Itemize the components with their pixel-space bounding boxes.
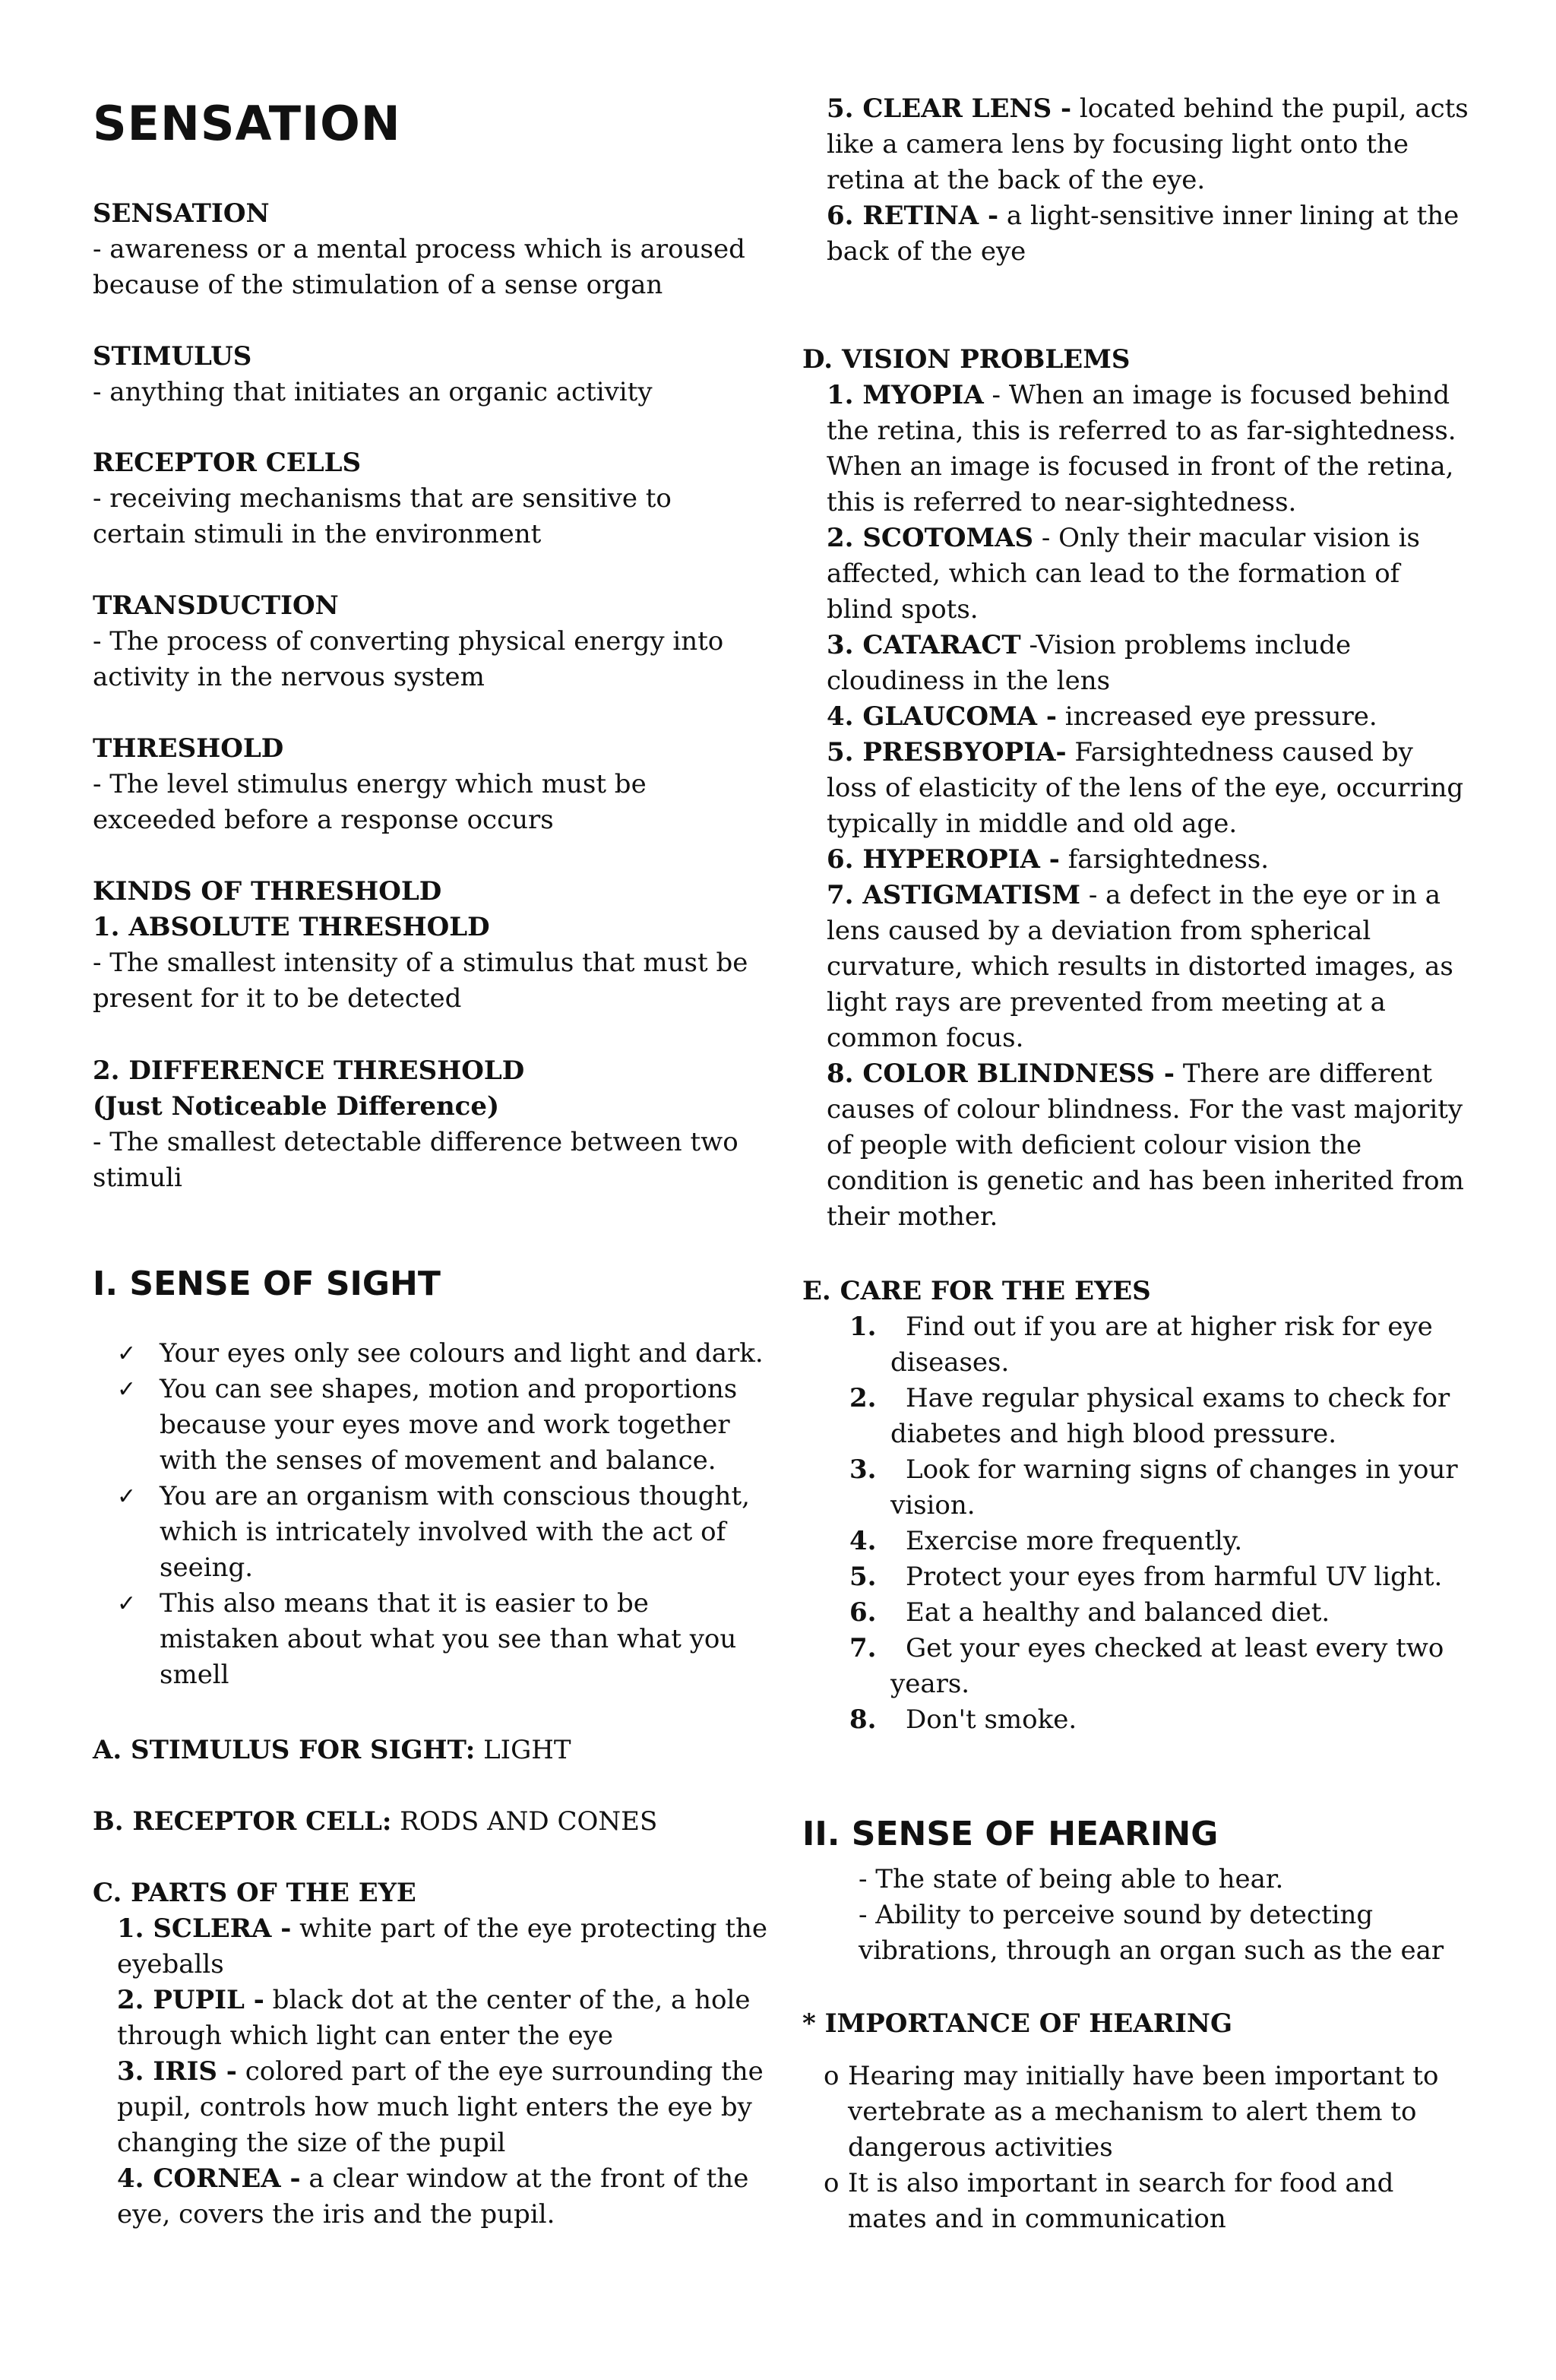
parts-heading: C. PARTS OF THE EYE	[93, 1878, 416, 1908]
care-heading: E. CARE FOR THE EYES	[802, 1276, 1151, 1306]
vision-problems	[802, 342, 1471, 1235]
list-item: 1. MYOPIA - When an image is focused behind the retina, this is referred to as far-sightedness. When an image is focused in front of the retina, this is referred to near-sightedness.	[827, 380, 1456, 517]
term-label: THRESHOLD	[93, 733, 284, 764]
kinds-of-threshold	[93, 874, 769, 1017]
parts-of-the-eye	[93, 1875, 769, 2233]
absolute-threshold-title: 1. ABSOLUTE THRESHOLD	[93, 912, 490, 942]
check-icon: ✓	[117, 1340, 137, 1367]
term-definition: - The process of converting physical energy into activity in the nervous system	[93, 626, 724, 692]
list-item: 3. IRIS - colored part of the eye surrounding the pupil, controls how much light enters the eye by changing the size of the pupil	[117, 2056, 764, 2158]
list-item: 3. Look for warning signs of changes in your vision.	[849, 1454, 1458, 1521]
check-icon: ✓	[117, 1483, 137, 1510]
vision-problems-heading: D. VISION PROBLEMS	[802, 344, 1131, 375]
difference-threshold-subtitle: (Just Noticeable Difference)	[93, 1091, 500, 1122]
difference-threshold	[93, 1053, 769, 1196]
list-item: 7. ASTIGMATISM - a defect in the eye or in a lens caused by a deviation from spherical curvature, which results in distorted images, as light rays are prevented from meeting at a common focus.	[827, 880, 1453, 1053]
list-item: 7. Get your eyes checked at least every two years.	[849, 1633, 1444, 1699]
definition-receptor-cells	[93, 445, 769, 552]
list-item: ✓ Your eyes only see colours and light and dark.	[160, 1336, 769, 1372]
definition-sensation	[93, 196, 769, 303]
kinds-heading: KINDS OF THRESHOLD	[93, 876, 442, 907]
absolute-threshold-definition: - The smallest intensity of a stimulus that must be present for it to be detected	[93, 948, 748, 1014]
list-item: 4. Exercise more frequently.	[849, 1526, 1243, 1556]
receptor-cell-value: RODS AND CONES	[391, 1806, 658, 1837]
receptor-cell	[93, 1804, 769, 1840]
list-item: 5. CLEAR LENS - located behind the pupil, acts like a camera lens by focusing light onto the retina at the back of the eye.	[827, 93, 1469, 195]
list-item: 2. PUPIL - black dot at the center of the, a hole through which light can enter the eye	[117, 1985, 751, 2051]
list-item: 3. CATARACT -Vision problems include cloudiness in the lens	[827, 630, 1352, 696]
stimulus-for-sight-value: LIGHT	[475, 1735, 571, 1765]
circle-bullet-icon: o	[824, 2061, 840, 2091]
definition-stimulus	[93, 339, 769, 410]
list-item: 6. RETINA - a light-sensitive inner lining at the back of the eye	[827, 201, 1460, 267]
hearing-definition: - The state of being able to hear.	[859, 1864, 1284, 1894]
list-item: 6. HYPEROPIA - farsightedness.	[827, 844, 1270, 875]
list-item: 5. PRESBYOPIA- Farsightedness caused by loss of elasticity of the lens of the eye, occurring typically in middle and old age.	[827, 737, 1464, 839]
term-label: STIMULUS	[93, 341, 252, 372]
importance-of-hearing	[802, 2006, 1471, 2237]
stimulus-for-sight-label: A. STIMULUS FOR SIGHT:	[93, 1735, 476, 1765]
parts-of-the-eye-continued	[802, 91, 1471, 270]
term-label: SENSATION	[93, 198, 270, 229]
list-item: o Hearing may initially have been important to vertebrate as a mechanism to alert them to dangerous activities	[848, 2059, 1471, 2166]
sense-of-sight-heading: I. SENSE OF SIGHT	[93, 1264, 441, 1303]
term-definition: - anything that initiates an organic activity	[93, 377, 653, 407]
list-item: 8. Don't smoke.	[849, 1704, 1077, 1735]
sense-of-hearing-heading: II. SENSE OF HEARING	[802, 1815, 1219, 1853]
list-item: 8. COLOR BLINDNESS - There are different causes of colour blindness. For the vast majority of people with deficient colour vision the condition is genetic and has been inherited from their mother.	[827, 1059, 1464, 1232]
list-item: 2. Have regular physical exams to check for diabetes and high blood pressure.	[849, 1383, 1450, 1449]
list-item: 6. Eat a healthy and balanced diet.	[849, 1597, 1330, 1628]
definition-transduction	[93, 588, 769, 695]
receptor-cell-label: B. RECEPTOR CELL:	[93, 1806, 392, 1837]
term-definition: - awareness or a mental process which is aroused because of the stimulation of a sense organ	[93, 234, 745, 300]
term-definition: - receiving mechanisms that are sensitive to certain stimuli in the environment	[93, 483, 672, 549]
list-item: ✓ This also means that it is easier to be mistaken about what you see than what you smell	[160, 1586, 769, 1693]
page-title: SENSATION	[93, 96, 401, 151]
hearing-definitions	[802, 1862, 1471, 1969]
term-label: TRANSDUCTION	[93, 590, 339, 621]
list-item: 4. CORNEA - a clear window at the front of the eye, covers the iris and the pupil.	[117, 2163, 749, 2230]
term-definition: - The level stimulus energy which must be exceeded before a response occurs	[93, 769, 647, 835]
sight-bullet-list	[93, 1336, 769, 1693]
list-item: 1. SCLERA - white part of the eye protecting the eyeballs	[117, 1913, 768, 1980]
list-item: ✓ You can see shapes, motion and proportions because your eyes move and work together with the senses of movement and balance.	[160, 1372, 769, 1479]
difference-threshold-definition: - The smallest detectable difference between two stimuli	[93, 1127, 738, 1193]
importance-heading: * IMPORTANCE OF HEARING	[802, 2008, 1232, 2039]
stimulus-for-sight	[93, 1733, 769, 1768]
list-item: 1. Find out if you are at higher risk for eye diseases.	[849, 1312, 1433, 1378]
list-item: 5. Protect your eyes from harmful UV light.	[849, 1562, 1443, 1592]
circle-bullet-icon: o	[824, 2168, 840, 2198]
list-item: 2. SCOTOMAS - Only their macular vision is affected, which can lead to the formation of blind spots.	[827, 523, 1420, 625]
term-label: RECEPTOR CELLS	[93, 448, 362, 478]
hearing-definition: - Ability to perceive sound by detecting vibrations, through an organ such as the ear	[859, 1900, 1444, 1966]
list-item: ✓ You are an organism with conscious thought, which is intricately involved with the act of seeing.	[160, 1479, 769, 1586]
check-icon: ✓	[117, 1376, 137, 1403]
list-item: o It is also important in search for food and mates and in communication	[848, 2166, 1471, 2237]
list-item: 4. GLAUCOMA - increased eye pressure.	[827, 701, 1377, 732]
difference-threshold-title: 2. DIFFERENCE THRESHOLD	[93, 1055, 525, 1086]
check-icon: ✓	[117, 1590, 137, 1617]
definition-threshold	[93, 731, 769, 838]
care-for-the-eyes	[802, 1274, 1471, 1738]
